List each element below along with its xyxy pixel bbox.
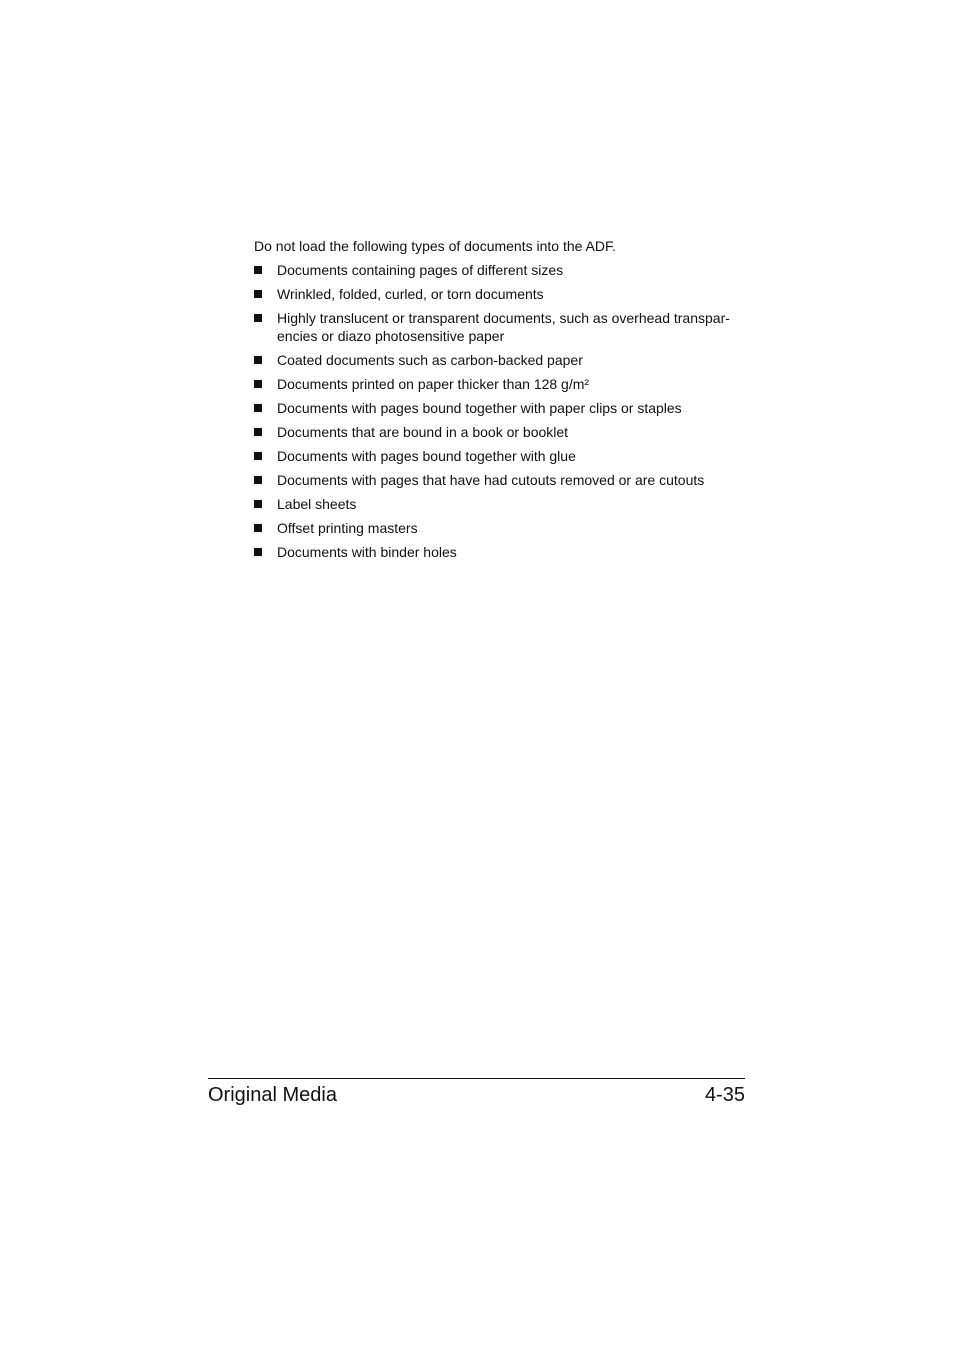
page-number: 4-35 [704, 1084, 745, 1106]
list-item-text: Offset printing masters [277, 520, 418, 536]
list-item [254, 351, 746, 369]
list-item [254, 285, 746, 303]
list-item-text: Documents with pages bound together with glue [277, 448, 576, 464]
list-item-text: Documents containing pages of different sizes [277, 262, 564, 278]
square-bullet-icon [254, 548, 262, 556]
list-item [254, 447, 746, 465]
square-bullet-icon [254, 428, 262, 436]
square-bullet-icon [254, 404, 262, 412]
list-item-text: Documents that are bound in a book or booklet [277, 424, 569, 440]
list-item-text: Documents with pages bound together with paper clips or staples [277, 400, 682, 416]
square-bullet-icon [254, 266, 262, 274]
square-bullet-icon [254, 524, 262, 532]
page-footer [208, 1078, 745, 1107]
square-bullet-icon [254, 476, 262, 484]
list-item [254, 309, 746, 345]
square-bullet-icon [254, 500, 262, 508]
intro-paragraph: Do not load the following types of documents into the ADF. [254, 238, 616, 254]
footer-section-title: Original Media [208, 1084, 337, 1106]
square-bullet-icon [254, 452, 262, 460]
list-item-text: Wrinkled, folded, curled, or torn documents [277, 286, 544, 302]
footer-row [208, 1079, 745, 1107]
list-item [254, 399, 746, 417]
list-item [254, 423, 746, 441]
list-item [254, 261, 746, 279]
list-item-text: Documents printed on paper thicker than 128 g/m² [277, 376, 590, 392]
square-bullet-icon [254, 290, 262, 298]
list-item-text: Coated documents such as carbon-backed paper [277, 352, 583, 368]
list-item-text: Highly translucent or transparent documents, such as overhead transpar-encies or diazo photosensitive paper [277, 310, 730, 344]
main-content [254, 237, 746, 567]
square-bullet-icon [254, 356, 262, 364]
list-item [254, 495, 746, 513]
list-item [254, 519, 746, 537]
list-item-text: Label sheets [277, 496, 357, 512]
square-bullet-icon [254, 380, 262, 388]
list-item [254, 471, 746, 489]
list-item [254, 375, 746, 393]
list-item [254, 543, 746, 561]
document-restrictions-list [254, 261, 746, 561]
list-item-text: Documents with binder holes [277, 544, 457, 560]
square-bullet-icon [254, 314, 262, 322]
list-item-text: Documents with pages that have had cutouts removed or are cutouts [277, 472, 705, 488]
